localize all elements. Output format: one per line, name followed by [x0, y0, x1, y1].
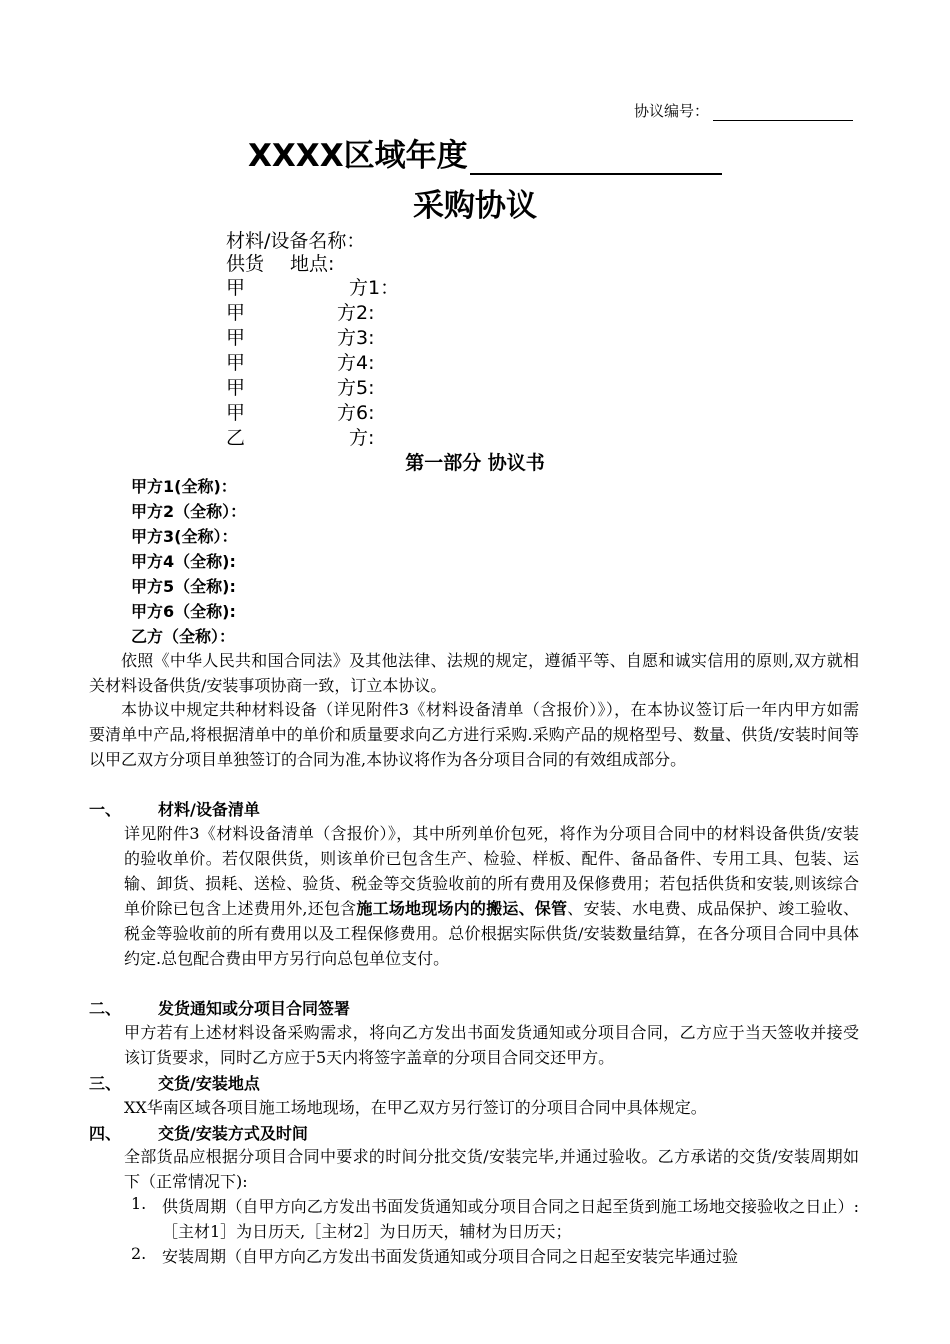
section-title: 交货/安装地点	[158, 1074, 260, 1093]
cover-party-a5-char: 甲	[226, 377, 246, 399]
cover-party-a6-label: 方6:	[337, 402, 375, 424]
cover-party-a5-label: 方5:	[337, 377, 375, 399]
cover-party-a6	[226, 398, 375, 425]
cover-place-label-a: 供货	[226, 253, 265, 275]
section-body-text: 详见附件3《材料设备清单（含报价）》，其中所列单价包死，将作为分项目合同中的材料设备供货/安装的验收单价。若仅限供货，则该单价已包含生产、检验、样板、配件、备品备件、专用工具、包装、运输、卸货、损耗、送检、验货、税金等交货验收前的所有费用及保修费用；若包括供货和安装,则该综合单价除已包含上述费用外,还包含	[124, 824, 859, 918]
section-body-text: 、安装、水电费、成品保护、竣工验收、税金等验收前的所有费用以及工程保修费用。总价根据实际供货/安装数量结算，在各分项目合同中具体约定.总包配合费由甲方另行向总包单位支付。	[124, 899, 859, 968]
party-fullname: 乙方（全称）：	[131, 627, 236, 646]
cover-party-b-char: 乙	[226, 427, 246, 449]
cover-party-a3-label: 方3:	[337, 327, 375, 349]
party-fullname: 甲方1(全称)：	[131, 477, 237, 496]
party-fullname: 甲方4（全称):	[131, 552, 236, 571]
cover-party-a4-char: 甲	[226, 352, 246, 374]
cover-place	[226, 249, 334, 276]
cover-party-a3-char: 甲	[226, 327, 246, 349]
cover-party-a1-label: 方1：	[349, 277, 400, 299]
agreement-number-blank	[713, 105, 853, 121]
cover-party-a4-label: 方4:	[337, 352, 375, 374]
section-number: 四、	[89, 1124, 122, 1143]
title-blank	[470, 143, 722, 175]
section-body: 甲方若有上述材料设备采购需求，将向乙方发出书面发货通知或分项目合同，乙方应于当天签收并接受该订货要求，同时乙方应于5天内将签字盖章的分项目合同交还甲方。	[124, 1023, 859, 1067]
page-title	[248, 130, 722, 175]
cover-party-a1-char: 甲	[226, 277, 246, 299]
cover-party-a3	[226, 323, 375, 350]
cover-party-a4	[226, 348, 375, 375]
section-title: 发货通知或分项目合同签署	[158, 999, 351, 1018]
cover-party-a6-char: 甲	[226, 402, 246, 424]
party-fullname: 甲方5（全称):	[131, 577, 236, 596]
list-item: 供货周期（自甲方向乙方发出书面发货通知或分项目合同之日起至货到施工场地交接验收之日止）:［主材1］为日历天,［主材2］为日历天，辅材为日历天；	[162, 1197, 859, 1241]
cover-party-a2-label: 方2:	[337, 302, 375, 324]
party-fullname: 甲方6（全称):	[131, 602, 236, 621]
title-line1: XXXX区域年度	[248, 138, 468, 174]
part1-heading: 第一部分 协议书	[405, 452, 545, 474]
agreement-number	[634, 100, 853, 121]
cover-party-a2-char: 甲	[226, 302, 246, 324]
section-body: 全部货品应根据分项目合同中要求的时间分批交货/安装完毕,并通过验收。乙方承诺的交货/安装周期如下（正常情况下):	[124, 1147, 859, 1191]
section-number: 二、	[89, 999, 122, 1018]
section-body: XX华南区域各项目施工场地现场，在甲乙双方另行签订的分项目合同中具体规定。	[124, 1098, 707, 1117]
cover-material-label: 材料/设备名称：	[226, 230, 366, 252]
cover-party-b	[226, 423, 374, 450]
party-fullname: 甲方3(全称）：	[131, 527, 238, 546]
page-subtitle: 采购协议	[413, 188, 537, 224]
list-item-number: 2.	[131, 1244, 147, 1263]
list-item-number: 1.	[131, 1194, 147, 1213]
section-number: 一、	[89, 800, 122, 819]
cover-party-a1	[226, 273, 399, 300]
agreement-number-label: 协议编号：	[634, 102, 710, 120]
intro-paragraph-1: 依照《中华人民共和国合同法》及其他法律、法规的规定，遵循平等、自愿和诚实信用的原则,双方就相关材料设备供货/安装事项协商一致，订立本协议。	[89, 651, 859, 695]
section-title: 材料/设备清单	[158, 800, 260, 819]
section-title: 交货/安装方式及时间	[158, 1124, 308, 1143]
list-item: 安装周期（自甲方向乙方发出书面发货通知或分项目合同之日起至安装完毕通过验	[162, 1247, 739, 1266]
section-number: 三、	[89, 1074, 122, 1093]
intro-paragraph-2: 本协议中规定共种材料设备（详见附件3《材料设备清单（含报价）》），在本协议签订后一年内甲方如需要清单中产品,将根据清单中的单价和质量要求向乙方进行采购.采购产品的规格型号、数量、供货/安装时间等以甲乙双方分项目单独签订的合同为准,本协议将作为各分项目合同的有效组成部分。	[89, 700, 859, 769]
cover-place-label-b: 地点:	[290, 253, 335, 275]
cover-party-a5	[226, 373, 375, 400]
cover-party-a2	[226, 298, 375, 325]
section-body	[124, 821, 859, 971]
party-fullname: 甲方2（全称）：	[131, 502, 247, 521]
section-body-emphasis: 施工场地现场内的搬运、保管	[356, 899, 568, 918]
cover-party-b-label: 方:	[349, 427, 375, 449]
